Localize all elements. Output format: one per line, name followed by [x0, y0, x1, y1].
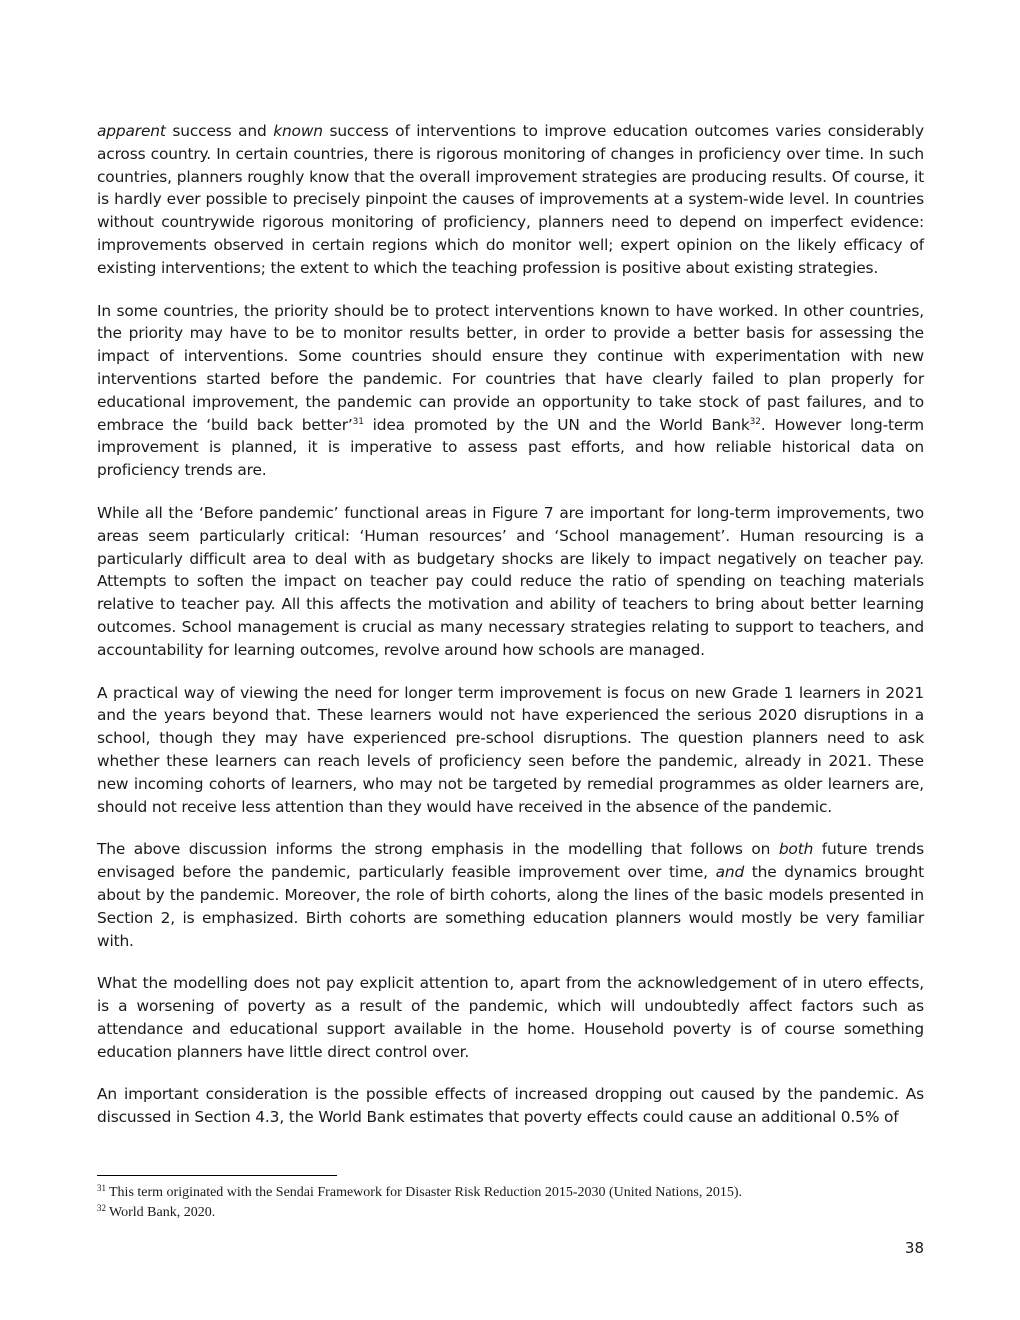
paragraph-2-text-b: idea promoted by the UN and the World Bank	[363, 415, 750, 434]
footnote-number: 32	[97, 1203, 106, 1213]
footnote-ref-31[interactable]: 31	[352, 416, 364, 427]
paragraph-2-text-c: . However long-term improvement is planned, it is imperative to assess past efforts, and how reliable historical data on proficiency trends are.	[97, 415, 924, 480]
paragraph-5-text-c: the dynamics brought about by the pandemic. Moreover, the role of birth cohorts, along the lines of the basic models presented in Section 2, is emphasized. Birth cohorts are something education planners would mostly be very familiar with.	[97, 863, 924, 950]
paragraph-6: What the modelling does not pay explicit attention to, apart from the acknowledgement of in utero effects, is a worsening of poverty as a result of the pandemic, which will undoubtedly affect factors such as attendance and educational support available in the home. Household poverty is of course something education planners have little direct control over.	[97, 974, 924, 1061]
emphasis-apparent: apparent	[97, 122, 166, 140]
paragraph-4: A practical way of viewing the need for longer term improvement is focus on new Grade 1 learners in 2021 and the years beyond that. These learners would not have experienced the serious 2020 disruptions in a school, though they may have experienced pre-school disruptions. The question planners need to ask whether these learners can reach levels of proficiency seen before the pandemic, already in 2021. These new incoming cohorts of learners, who may not be targeted by remedial programmes as older learners are, should not receive less attention than they would have received in the absence of the pandemic.	[97, 683, 924, 816]
paragraph-2	[97, 300, 924, 482]
footnote-ref-32[interactable]: 32	[749, 416, 761, 427]
paragraph-5	[97, 838, 924, 952]
page-number: 38	[904, 1239, 924, 1257]
paragraph-5-text-a: The above discussion informs the strong emphasis in the modelling that follows on	[97, 840, 779, 859]
emphasis-known: known	[273, 122, 323, 140]
footnote-text: This term originated with the Sendai Framework for Disaster Risk Reduction 2015-2030 (United Nations, 2015).	[109, 1185, 743, 1200]
paragraph-5-text-b: future trends envisaged before the pandemic, particularly feasible improvement over time,	[97, 840, 925, 882]
footnote-number: 31	[97, 1183, 106, 1193]
paragraph-1-text-a: success and	[165, 122, 274, 140]
paragraph-7: An important consideration is the possible effects of increased dropping out caused by the pandemic. As discussed in Section 4.3, the World Bank estimates that poverty effects could cause an additional 0.5% of	[97, 1085, 924, 1127]
body-text	[97, 120, 924, 1149]
footnotes	[97, 1183, 924, 1223]
emphasis-both: both	[778, 840, 814, 859]
paragraph-1	[97, 120, 924, 280]
footnote-31	[97, 1183, 924, 1203]
paragraph-2-text-a: In some countries, the priority should be to protect interventions known to have worked. In other countries, the priority may have to be to monitor results better, in order to provide a better basis for assessing the impact of interventions. Some countries should ensure they continue with experimentation with new interventions started before the pandemic. For countries that have clearly failed to plan properly for educational improvement, the pandemic can provide an opportunity to take stock of past failures, and to embrace the ‘build back better’	[97, 301, 924, 434]
paragraph-3: While all the ‘Before pandemic’ functional areas in Figure 7 are important for long-term improvements, two areas seem particularly critical: ‘Human resources’ and ‘School management’. Human resourcing is a particularly difficult area to deal with as budgetary shocks are likely to impact negatively on teacher pay. Attempts to soften the impact on teacher pay could reduce the ratio of spending on teaching materials relative to teacher pay. All this affects the motivation and ability of teachers to bring about better learning outcomes. School management is crucial as many necessary strategies relating to support to teachers, and accountability for learning outcomes, revolve around how schools are managed.	[97, 503, 924, 659]
paragraph-1-text-b: success of interventions to improve education outcomes varies considerably across country. In certain countries, there is rigorous monitoring of changes in proficiency over time. In such countries, planners roughly know that the overall improvement strategies are producing results. Of course, it is hardly ever possible to precisely pinpoint the causes of improvements at a system-wide level. In countries without countrywide rigorous monitoring of proficiency, planners need to depend on imperfect evidence: improvements observed in certain regions which do monitor well; expert opinion on the likely efficacy of existing interventions; the extent to which the teaching profession is positive about existing strategies.	[97, 122, 924, 277]
footnote-32	[97, 1203, 924, 1223]
footnote-divider	[97, 1175, 337, 1176]
emphasis-and: and	[715, 863, 745, 882]
footnote-text: World Bank, 2020.	[109, 1205, 216, 1220]
